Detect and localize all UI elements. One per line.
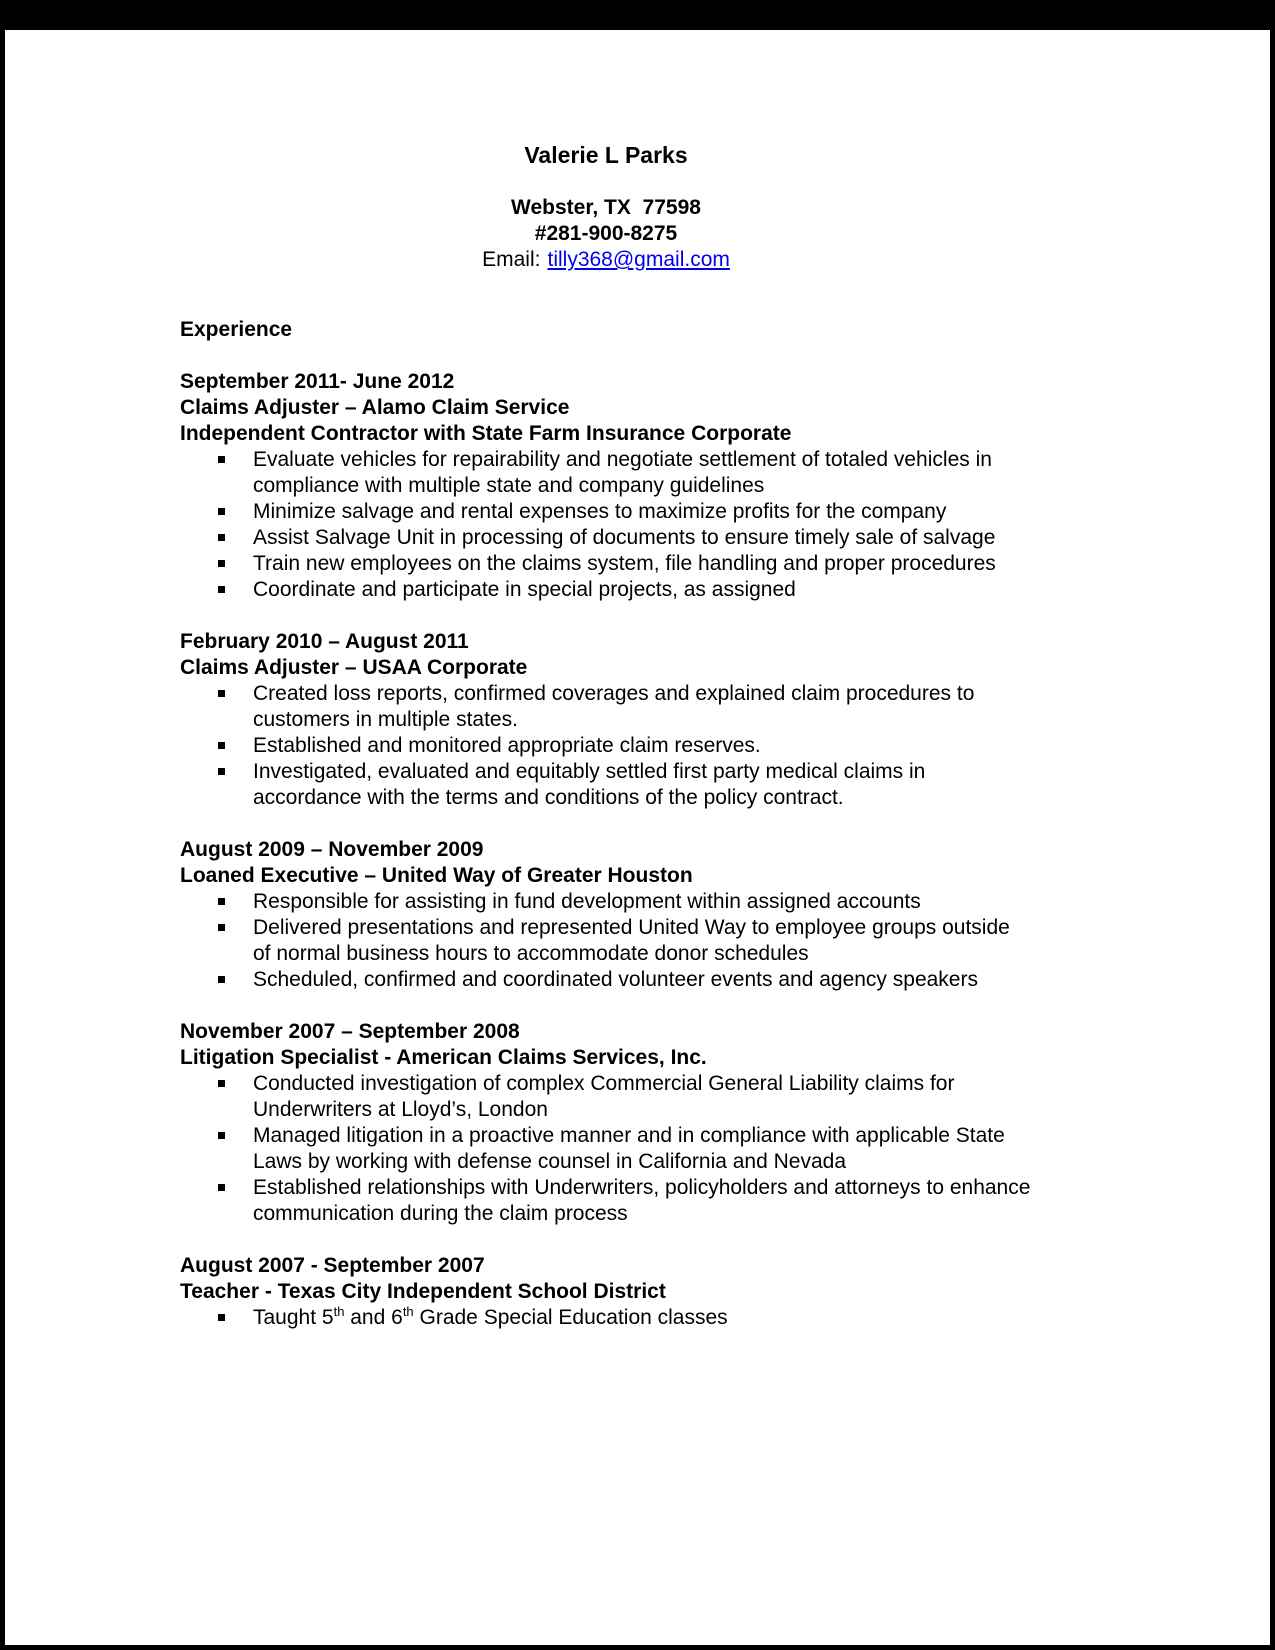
job-dates: August 2007 - September 2007 xyxy=(180,1254,485,1277)
bullet-item: Responsible for assisting in fund development within assigned accounts xyxy=(180,889,1032,915)
job-title: Claims Adjuster – Alamo Claim Service xyxy=(180,396,570,419)
bullet-text-part: Taught 5 xyxy=(253,1306,334,1329)
bullet-item: Coordinate and participate in special projects, as assigned xyxy=(180,577,1032,603)
contact-email-line xyxy=(180,247,1032,273)
bullet-item: Established relationships with Underwriters, policyholders and attorneys to enhance communication during the claim process xyxy=(180,1175,1032,1227)
bullet-item: Assist Salvage Unit in processing of documents to ensure timely sale of salvage xyxy=(180,525,1032,551)
job-dates: November 2007 – September 2008 xyxy=(180,1020,520,1043)
contact-location: Webster, TX 77598 xyxy=(511,196,701,219)
bullet-text-part: and 6 xyxy=(344,1306,403,1329)
bullet-item: Delivered presentations and represented United Way to employee groups outside of normal business hours to accommodate donor schedules xyxy=(180,915,1032,967)
job-entry xyxy=(180,369,1032,603)
bullet-item: Evaluate vehicles for repairability and negotiate settlement of totaled vehicles in compliance with multiple state and company guidelines xyxy=(180,447,1032,499)
resume-header xyxy=(180,142,1032,273)
job-entry xyxy=(180,1253,1032,1331)
bullet-item: Created loss reports, confirmed coverages and explained claim procedures to customers in multiple states. xyxy=(180,681,1032,733)
job-title: Teacher - Texas City Independent School District xyxy=(180,1280,666,1303)
section-title-experience: Experience xyxy=(180,318,293,341)
bullet-item: Train new employees on the claims system, file handling and proper procedures xyxy=(180,551,1032,577)
job-bullet-list xyxy=(180,1071,1032,1227)
job-bullet-list xyxy=(180,889,1032,993)
job-title: Litigation Specialist - American Claims Services, Inc. xyxy=(180,1046,707,1069)
job-entry xyxy=(180,1019,1032,1227)
bullet-item: Established and monitored appropriate claim reserves. xyxy=(180,733,1032,759)
job-title: Loaned Executive – United Way of Greater Houston xyxy=(180,864,693,887)
bullet-item: Conducted investigation of complex Commercial General Liability claims for Underwriters at Lloyd’s, London xyxy=(180,1071,1032,1123)
job-bullet-list xyxy=(180,447,1032,603)
bullet-item xyxy=(180,1305,1032,1331)
resume-name: Valerie L Parks xyxy=(524,142,688,168)
bullet-item: Managed litigation in a proactive manner and in compliance with applicable State Laws by working with defense counsel in California and Nevada xyxy=(180,1123,1032,1175)
job-bullet-list xyxy=(180,1305,1032,1331)
job-dates: February 2010 – August 2011 xyxy=(180,630,469,653)
job-dates: September 2011- June 2012 xyxy=(180,370,455,393)
job-bullet-list xyxy=(180,681,1032,811)
job-entry xyxy=(180,629,1032,811)
bullet-item: Investigated, evaluated and equitably settled first party medical claims in accordance with the terms and conditions of the policy contract. xyxy=(180,759,1032,811)
bullet-item: Scheduled, confirmed and coordinated volunteer events and agency speakers xyxy=(180,967,1032,993)
email-link[interactable]: tilly368@gmail.com xyxy=(547,248,730,271)
job-title: Claims Adjuster – USAA Corporate xyxy=(180,656,528,679)
bullet-text-part: Grade Special Education classes xyxy=(413,1306,728,1329)
contact-phone: #281-900-8275 xyxy=(534,222,678,245)
resume-content xyxy=(180,30,1032,1331)
job-subtitle: Independent Contractor with State Farm Insurance Corporate xyxy=(180,422,792,445)
bullet-item: Minimize salvage and rental expenses to maximize profits for the company xyxy=(180,499,1032,525)
job-dates: August 2009 – November 2009 xyxy=(180,838,484,861)
ordinal-superscript: th xyxy=(402,1304,414,1319)
experience-section xyxy=(180,317,1032,1331)
ordinal-superscript: th xyxy=(333,1304,345,1319)
email-label: Email: xyxy=(482,248,541,271)
job-entry xyxy=(180,837,1032,993)
